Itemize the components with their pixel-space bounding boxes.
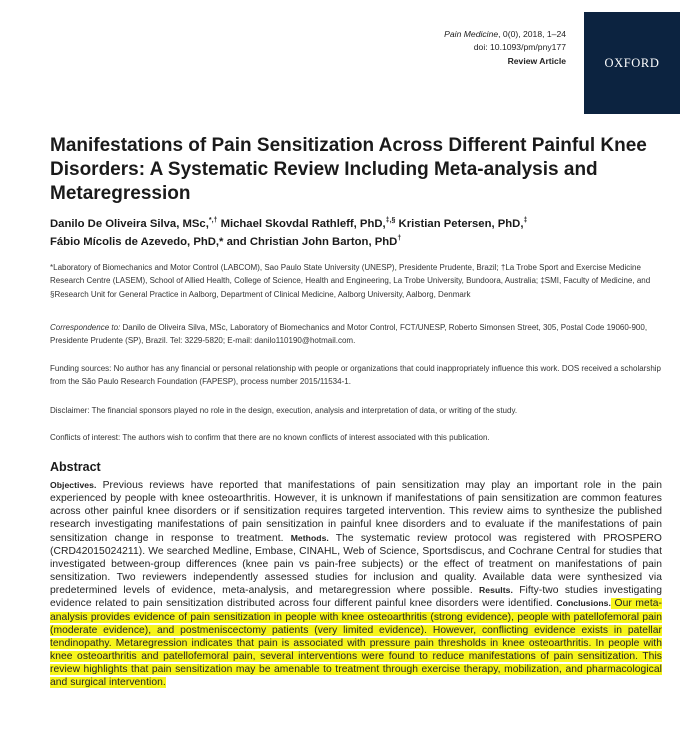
abstract-body xyxy=(50,479,662,690)
journal-citation xyxy=(306,28,566,41)
author-affiliation-mark: ‡,§ xyxy=(385,217,396,225)
correspondence xyxy=(50,321,670,348)
affiliations: *Laboratory of Biomechanics and Motor Control (LABCOM), Sao Paulo State University (UNESP), Presidente Prudente, Brazil; †La Trobe Sport and Exercise Medicine Research Centre (LASEM), School of Allied Health, College of Science, Health and Engineering, La Trobe University, Bundoora, Australia; ‡SMI, Faculty of Medicine, and §Research Unit for General Practice in Aalborg, Department of Clinical Medicine, Aalborg University, Aalborg, Denmark xyxy=(50,263,651,299)
correspondence-text: Danilo de Oliveira Silva, MSc, Laboratory of Biomechanics and Motor Control, FCT/UNESP, Roberto Simonsen Street, 305, Postal Code 19060-900, Presidente Prudente (SP), Brazil. Tel: 3229-5820; E-mail: danilo110190@hotmail.com. xyxy=(50,323,648,346)
conclusions-text-highlighted: Our meta-analysis provides evidence of pain sensitization in people with knee osteoarthritis (strong evidence), people with patellofemoral pain (moderate evidence), and postmeniscectomy patients (very limited evidence). However, conflicting evidence exists in patellar tendinopathy. Metaregression indicates that pain is associated with pressure pain thresholds in knee osteoarthritis. In people with knee osteoarthritis and patellofemoral pain, several interventions were found to reduce manifestations of pain sensitization. This review highlights that pain sensitization may be amenable to treatment through exercise therapy, mobilization, and pharmacological and surgical intervention. xyxy=(50,598,662,689)
methods-label: Methods. xyxy=(290,532,329,543)
journal-name: Pain Medicine xyxy=(444,29,499,39)
objectives-text: Previous reviews have reported that manifestations of pain sensitization may play an important role in the pain experienced by people with knee osteoarthritis. However, it is unknown if manifestations of pain sensitization are common features across other painful knee disorders or if sensitization requires targeted intervention. This review aims to synthesize the published research investigating manifestations of pain sensitization in painful knee disorders and to evaluate if the manifestations of pain sensitization change in response to treatment. xyxy=(50,480,662,544)
funding-statement: Funding sources: No author has any financial or personal relationship with people or organizations that could inappropriately influence this work. DOS received a scholarship from the São Paulo Research Foundation (FAPESP), process number 2015/11534-1. xyxy=(50,364,662,387)
oxford-logo-text: OXFORD xyxy=(604,55,660,70)
author-list xyxy=(50,215,670,251)
article-header-meta xyxy=(306,28,566,68)
author: Danilo De Oliveira Silva, MSc, xyxy=(50,218,209,230)
author: Fábio Mícolis de Azevedo, PhD,* and Christian John Barton, PhD xyxy=(50,236,398,248)
doi: doi: 10.1093/pm/pny177 xyxy=(473,42,566,53)
results-text: Fifty-two studies investigating evidence related to pain sensitization distributed across four different painful knee disorders were identified. xyxy=(50,585,662,610)
conclusions-label: Conclusions. xyxy=(556,598,611,609)
conflicts-statement: Conflicts of interest: The authors wish to confirm that there are no known conflicts of interest associated with this publication. xyxy=(50,433,490,442)
author-affiliation-mark: *,† xyxy=(208,217,218,225)
correspondence-label: Correspondence to: xyxy=(50,323,121,332)
oxford-logo xyxy=(584,12,680,114)
methods-text: The systematic review protocol was registered with PROSPERO (CRD42015024211). We searched Medline, Embase, CINAHL, Web of Science, Sportsdiscus, and Cochrane Central for studies that investigated between-group differences (knee pain vs pain-free subjects) or the effect of treatment on manifestations of pain sensitization. Two reviewers independently assessed studies for inclusion and quality. Available data were synthesized via predetermined levels of evidence, meta-analysis, and metaregression where possible. xyxy=(50,532,662,597)
article-type: Review Article xyxy=(507,55,566,66)
author-affiliation-mark: ‡ xyxy=(523,217,528,225)
objectives-label: Objectives. xyxy=(50,480,97,490)
abstract-heading: Abstract xyxy=(50,460,101,474)
article-title: Manifestations of Pain Sensitization Across Different Painful Knee Disorders: A Systematic Review Including Meta-analysis and Metaregression xyxy=(50,135,647,204)
journal-issue: , 0(0), 2018, 1–24 xyxy=(498,29,566,39)
author: Michael Skovdal Rathleff, PhD, xyxy=(220,218,386,230)
disclaimer-statement: Disclaimer: The financial sponsors played no role in the design, execution, analysis and interpretation of data, or writing of the study. xyxy=(50,406,518,415)
results-label: Results. xyxy=(479,585,513,596)
author-affiliation-mark: † xyxy=(397,235,402,243)
author: Kristian Petersen, PhD, xyxy=(398,218,524,230)
